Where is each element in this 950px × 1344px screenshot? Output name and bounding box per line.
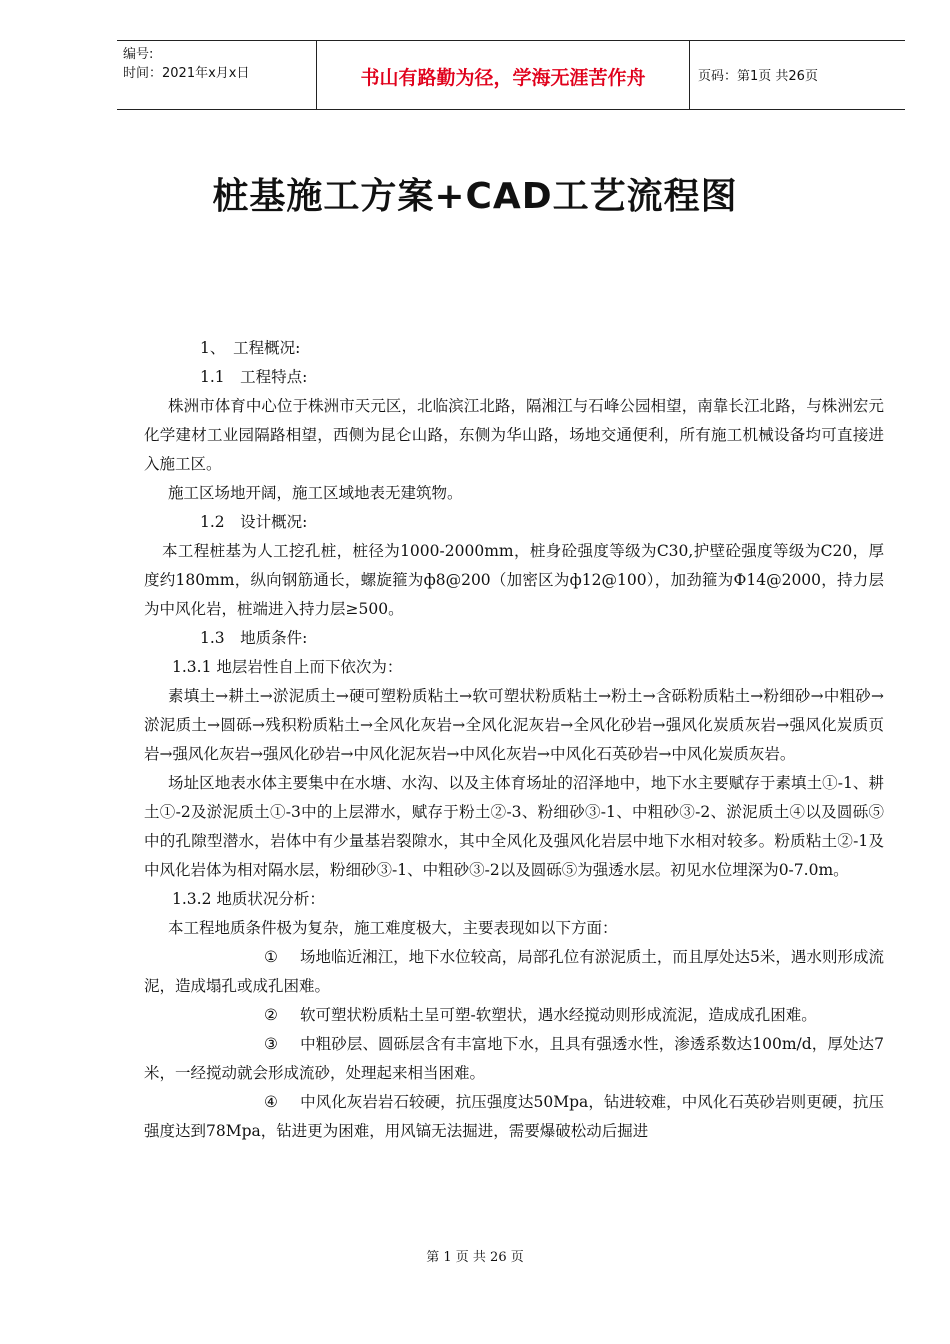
page-footer: 第 1 页 共 26 页 bbox=[426, 1250, 524, 1265]
list-item-mark: ③ bbox=[264, 1035, 278, 1053]
list-item bbox=[144, 1088, 884, 1146]
list-item-mark: ④ bbox=[264, 1093, 278, 1111]
list-item bbox=[144, 1030, 884, 1088]
heading-1: 1、 工程概况: bbox=[200, 339, 301, 357]
list-item-text: 中风化灰岩岩石较硬，抗压强度达50Mpa，钻进较难，中风化石英砂岩则更硬，抗压强度达到78Mpa，钻进更为困难，用风镐无法掘进，需要爆破松动后掘进 bbox=[144, 1093, 884, 1140]
list-item-mark: ① bbox=[264, 948, 278, 966]
list-item-text: 场地临近湘江，地下水位较高，局部孔位有淤泥质土，而且厚处达5米，遇水则形成流泥，造成塌孔或成孔困难。 bbox=[144, 948, 884, 995]
paragraph-design: 本工程桩基为人工挖孔桩，桩径为1000-2000mm，桩身砼强度等级为C30,护壁砼强度等级为C20，厚度约180mm，纵向钢筋通长，螺旋箍为ф8@200（加密区为ф12@100），加劲箍为Ф14@2000，持力层为中风化岩，桩端进入持力层≥500。 bbox=[144, 542, 884, 618]
heading-1-3-1: 1.3.1 地层岩性自上而下依次为： bbox=[172, 658, 403, 676]
document-body bbox=[144, 334, 884, 1146]
header-page-cell bbox=[690, 41, 905, 109]
document-date: 时间：2021年x月x日 bbox=[123, 66, 250, 81]
page-header bbox=[117, 40, 905, 110]
list-item bbox=[144, 1001, 884, 1030]
header-meta-cell bbox=[117, 41, 317, 109]
header-motto-cell bbox=[317, 41, 690, 109]
heading-1-3-2: 1.3.2 地质状况分析： bbox=[172, 890, 325, 908]
heading-1-1: 1.1 工程特点: bbox=[200, 368, 308, 386]
heading-1-2: 1.2 设计概况: bbox=[200, 513, 308, 531]
header-motto: 书山有路勤为径，学海无涯苦作舟 bbox=[360, 67, 646, 89]
paragraph-groundwater: 场址区地表水体主要集中在水塘、水沟、以及主体育场址的沼泽地中，地下水主要赋存于素填土①-1、耕土①-2及淤泥质土①-3中的上层滞水，赋存于粉土②-3、粉细砂③-1、中粗砂③-2、淤泥质土④以及圆砾⑤中的孔隙型潜水，岩体中有少量基岩裂隙水，其中全风化及强风化岩层中地下水相对较多。粉质粘土②-1及中风化岩体为相对隔水层，粉细砂③-1、中粗砂③-2以及圆砾⑤为强透水层。初见水位埋深为0-7.0m。 bbox=[144, 774, 884, 879]
paragraph-analysis-intro: 本工程地质条件极为复杂，施工难度极大，主要表现如以下方面： bbox=[168, 919, 618, 937]
document-number-label: 编号: bbox=[123, 47, 154, 62]
document-title: 桩基施工方案+CAD工艺流程图 bbox=[212, 176, 738, 217]
list-item-text: 软可塑状粉质粘土呈可塑-软塑状，遇水经搅动则形成流泥，造成成孔困难。 bbox=[300, 1006, 817, 1024]
list-item-mark: ② bbox=[264, 1006, 278, 1024]
list-item-text: 中粗砂层、圆砾层含有丰富地下水，且具有强透水性，渗透系数达100m/d，厚处达7米，一经搅动就会形成流砂，处理起来相当困难。 bbox=[144, 1035, 884, 1082]
heading-1-3: 1.3 地质条件: bbox=[200, 629, 308, 647]
paragraph-strata: 素填土→耕土→淤泥质土→硬可塑粉质粘土→软可塑状粉质粘土→粉土→含砾粉质粘土→粉细砂→中粗砂→淤泥质土→圆砾→残积粉质粘土→全风化灰岩→全风化泥灰岩→全风化砂岩→强风化炭质灰岩→强风化炭质页岩→强风化灰岩→强风化砂岩→中风化泥灰岩→中风化灰岩→中风化石英砂岩→中风化炭质灰岩。 bbox=[144, 687, 884, 763]
list-item bbox=[144, 943, 884, 1001]
paragraph-site-location: 株洲市体育中心位于株洲市天元区，北临滨江北路，隔湘江与石峰公园相望，南靠长江北路，与株洲宏元化学建材工业园隔路相望，西侧为昆仑山路，东侧为华山路，场地交通便利，所有施工机械设备均可直接进入施工区。 bbox=[144, 397, 884, 473]
header-page-info: 页码：第1页 共26页 bbox=[698, 69, 818, 84]
paragraph-site-area: 施工区场地开阔，施工区域地表无建筑物。 bbox=[168, 484, 463, 502]
